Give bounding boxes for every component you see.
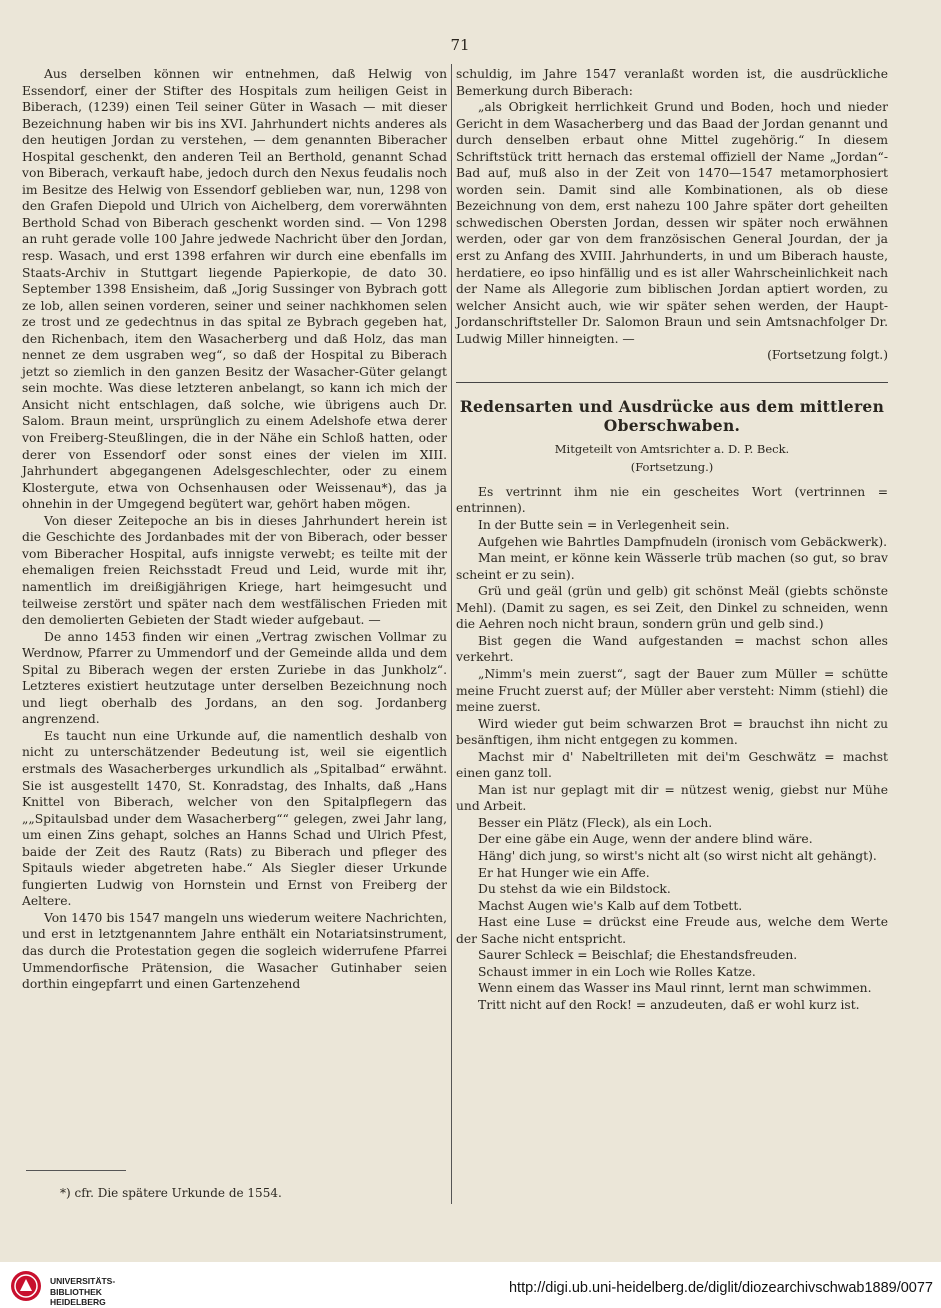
paragraph: Es taucht nun eine Urkunde auf, die namentlich deshalb von nicht zu unterschätzender Bedeutung ist, weil sie eigentlich erstmals des Wasacherberges urkundlich als „Spitalbad“ erwähnt. Sie ist ausgestellt 1470, St. Konradstag, des Inhalts, daß „Hans Knittel von Biberach, welcher von den Spitalpflegern das „„Spitaulsbad under dem Wasacherberg““ gelegen, zwei Jahr lang, um einen Zins gehapt, solches an Hanns Schad und Ulrich Pfest, baide der Zeit des Rautz (Rats) zu Biberach und pfleger des Spitauls wieder abgetreten habe.“ Als Siegler dieser Urkunde fungierten Ludwig von Hornstein und Ernst von Freiberg der Aeltere. (22, 728, 447, 909)
library-name: UNIVERSITÄTS- BIBLIOTHEK HEIDELBERG (50, 1276, 116, 1307)
footnote-rule (26, 1170, 126, 1171)
university-seal-icon (10, 1270, 42, 1302)
page-number: 71 (450, 36, 470, 54)
paragraph: Von dieser Zeitepoche an bis in dieses Jahrhundert herein ist die Geschichte des Jordanbades mit der von Biberach, oder besser vom Biberacher Hospital, aufs innigste verwebt; es teilte mit der ehemaligen freien Reichsstadt Freud und Leid, wurde mit ihr, namentlich im dreißigjährigen Kriege, hart heimgesucht und teilweise zerstört und später nach dem westfälischen Frieden mit den demolierten Gebieten der Stadt wieder aufgebaut. — (22, 513, 447, 628)
article-byline: Mitgeteilt von Amtsrichter a. D. P. Beck. (554, 441, 790, 456)
saying: Häng' dich jung, so wirst's nicht alt (so wirst nicht alt gehängt). (478, 848, 877, 863)
article-continued: (Fortsetzung.) (630, 460, 714, 475)
saying: Man ist nur geplagt mit dir = nützest wenig, giebst nur Mühe und Arbeit. (456, 782, 888, 814)
saying: Grü und geäl (grün und gelb) git schönst Meäl (giebts schönste Mehl). (Damit zu sagen, es sei Zeit, den Dinkel zu schneiden, wenn die Aehren noch nicht braun, sondern grün und gelb sind.) (456, 584, 888, 632)
saying: Der eine gäbe ein Auge, wenn der andere blind wäre. (478, 832, 813, 847)
saying: „Nimm's mein zuerst“, sagt der Bauer zum Müller = schütte meine Frucht zuerst auf; der Müller aber versteht: Nimm (stiehl) die meine zuerst. (456, 666, 888, 715)
saying: Wenn einem das Wasser ins Maul rinnt, lernt man schwimmen. (478, 981, 872, 996)
saying: Saurer Schleck = Beischlaf; die Ehestandsfreuden. (478, 948, 798, 963)
saying: Tritt nicht auf den Rock! = anzudeuten, daß er wohl kurz ist. (478, 997, 860, 1012)
paragraph: schuldig, im Jahre 1547 veranlaßt worden ist, die ausdrückliche Bemerkung durch Biberach: (456, 67, 888, 98)
saying: Hast eine Luse = drückst eine Freude aus, welche dem Werte der Sache nicht entspricht. (456, 915, 888, 946)
right-column (456, 66, 888, 1013)
paragraph: Aus derselben können wir entnehmen, daß Helwig von Essendorf, einer der Stifter des Hospitals zum heiligen Geist in Biberach, (1239) einen Teil seiner Güter in Wasach — mit dieser Bezeichnung haben wir bis ins XVI. Jahrhundert nichts anderes als den heutigen Jordan zu verstehen, — dem genannten Biberacher Hospital geschenkt, den anderen Teil an Berthold, genannt Schad von Biberach, verkauft habe, jedoch durch den Nexus feudalis noch im Besitze des Helwig von Essendorf geblieben war, nun, 1298 von den Grafen Diepold und Ulrich von Aichelberg, dem vorerwähnten Berthold Schad von Biberach geschenkt worden sind. — Von 1298 an ruht gerade volle 100 Jahre jedwede Nachricht über den Jordan, resp. Wasach, und erst 1398 erfahren wir durch eine ebenfalls im Staats-Archiv in Stuttgart liegende Papierkopie, de dato 30. September 1398 Ensisheim, daß „Jorig Sussinger von Bybrach gott ze lob, allen seinen vorderen, seiner und seiner nachkhomen selen ze trost und ze gedechtnus in das spital ze Bybrach gegeben hat, den Richenbach, item den Wasacherberg und daß Holz, das man nennet ze dem usgraben weg“, so daß der Hospital zu Biberach jetzt so ziemlich in den ganzen Besitz der Wasacher-Güter gelangt sein mochte. Was diese letzteren anbelangt, so kann ich mich der Ansicht nicht entschlagen, daß solche, wie übrigens auch Dr. Salom. Braun meint, ursprünglich zu einem Adelshofe etwa derer von Freiberg-Steußlingen, die in der Nähe ein Schloß hatten, oder derer von Essendorf oder sonst eines der vielen im XIII. Jahrhundert abgegangenen Adelsgeschlechter, oder zu einem Klostergute, etwa von Ochsenhausen oder Weissenau*), das ja ohnehin in der Umgegend begütert war, gehört haben mögen. (22, 67, 447, 512)
saying: Er hat Hunger wie ein Affe. (478, 865, 650, 880)
column-divider (451, 64, 452, 1204)
paragraph: De anno 1453 finden wir einen „Vertrag zwischen Vollmar zu Werdnow, Pfarrer zu Ummendorf und der Gemeinde allda und dem Spital zu Biberach wegen der ersten Zuriebe in das Junkholz“. Letzteres existiert heutzutage unter derselben Bezeichnung noch und liegt oberhalb des Jordans, an den sog. Jordanberg angrenzend. (22, 629, 447, 727)
section-rule (456, 382, 888, 383)
paragraph: „als Obrigkeit herrlichkeit Grund und Boden, hoch und nieder Gericht in dem Wasacherberg und das Baad der Jordan genannt und durch denselben erbaut ohne Mittel zugehörig.“ In diesem Schriftstück tritt hernach das erstemal offiziell der Name „Jordan“-Bad auf, muß also in der Zeit von 1470—1547 metamorphosiert worden sein. Damit sind alle Kombinationen, als ob diese Bezeichnung von dem, erst nahezu 100 Jahre später dort geheilten schwedischen Obersten Jordan, dessen wir später noch erwähnen werden, oder gar von dem französischen General Jourdan, der ja erst zu Anfang des XVIII. Jahrhunderts, in und um Biberach hauste, herdatiere, eo ipso hinfällig und es ist aller Wahrscheinlichkeit nach der Name als Allegorie zum biblischen Jordan aptiert worden, zu welcher Ansicht auch, wie wir später sehen werden, der Haupt-Jordanschriftsteller Dr. Salomon Braun und sein Amtsnachfolger Dr. Ludwig Miller hinneigten. — (456, 100, 888, 346)
source-url-link[interactable]: http://digi.ub.uni-heidelberg.de/diglit/diozearchivschwab1889/0077 (508, 1280, 933, 1296)
saying: Man meint, er könne kein Wässerle trüb machen (so gut, so brav scheint er zu sein). (456, 551, 888, 582)
paragraph: Von 1470 bis 1547 mangeln uns wiederum weitere Nachrichten, und erst in letztgenanntem Jahre enthält ein Notariatsinstrument, das durch die Protestation gegen die sogleich widerrufene Pfarrei Ummendorfische Prätension, die Wasacher Gutinhaber seien dorthin eingepfarrt und einen Gartenzehend (22, 910, 447, 992)
saying: Du stehst da wie ein Bildstock. (478, 882, 671, 897)
saying: Schaust immer in ein Loch wie Rolles Katze. (478, 964, 756, 979)
saying: Wird wieder gut beim schwarzen Brot = brauchst ihn nicht zu besänftigen, ihm nicht entgegen zu kommen. (456, 716, 888, 748)
saying: Machst Augen wie's Kalb auf dem Totbett. (478, 898, 743, 913)
saying: Bist gegen die Wand aufgestanden = machst schon alles verkehrt. (456, 633, 888, 665)
saying: Machst mir d' Nabeltrilleten mit dei'm Geschwätz = machst einen ganz toll. (456, 749, 888, 781)
saying: Aufgehen wie Bahrtles Dampfnudeln (ironisch vom Gebäckwerk). (478, 534, 888, 549)
article-title: Redensarten und Ausdrücke aus dem mittleren Oberschwaben. (459, 396, 885, 435)
saying: Es vertrinnt ihm nie ein gescheites Wort (vertrinnen = entrinnen). (456, 484, 888, 516)
left-column (22, 66, 447, 993)
footnote: *) cfr. Die spätere Urkunde de 1554. (60, 1186, 282, 1200)
saying: Besser ein Plätz (Fleck), als ein Loch. (478, 815, 713, 830)
continuation-note: (Fortsetzung folgt.) (767, 348, 888, 363)
saying: In der Butte sein = in Verlegenheit sein. (478, 518, 730, 533)
